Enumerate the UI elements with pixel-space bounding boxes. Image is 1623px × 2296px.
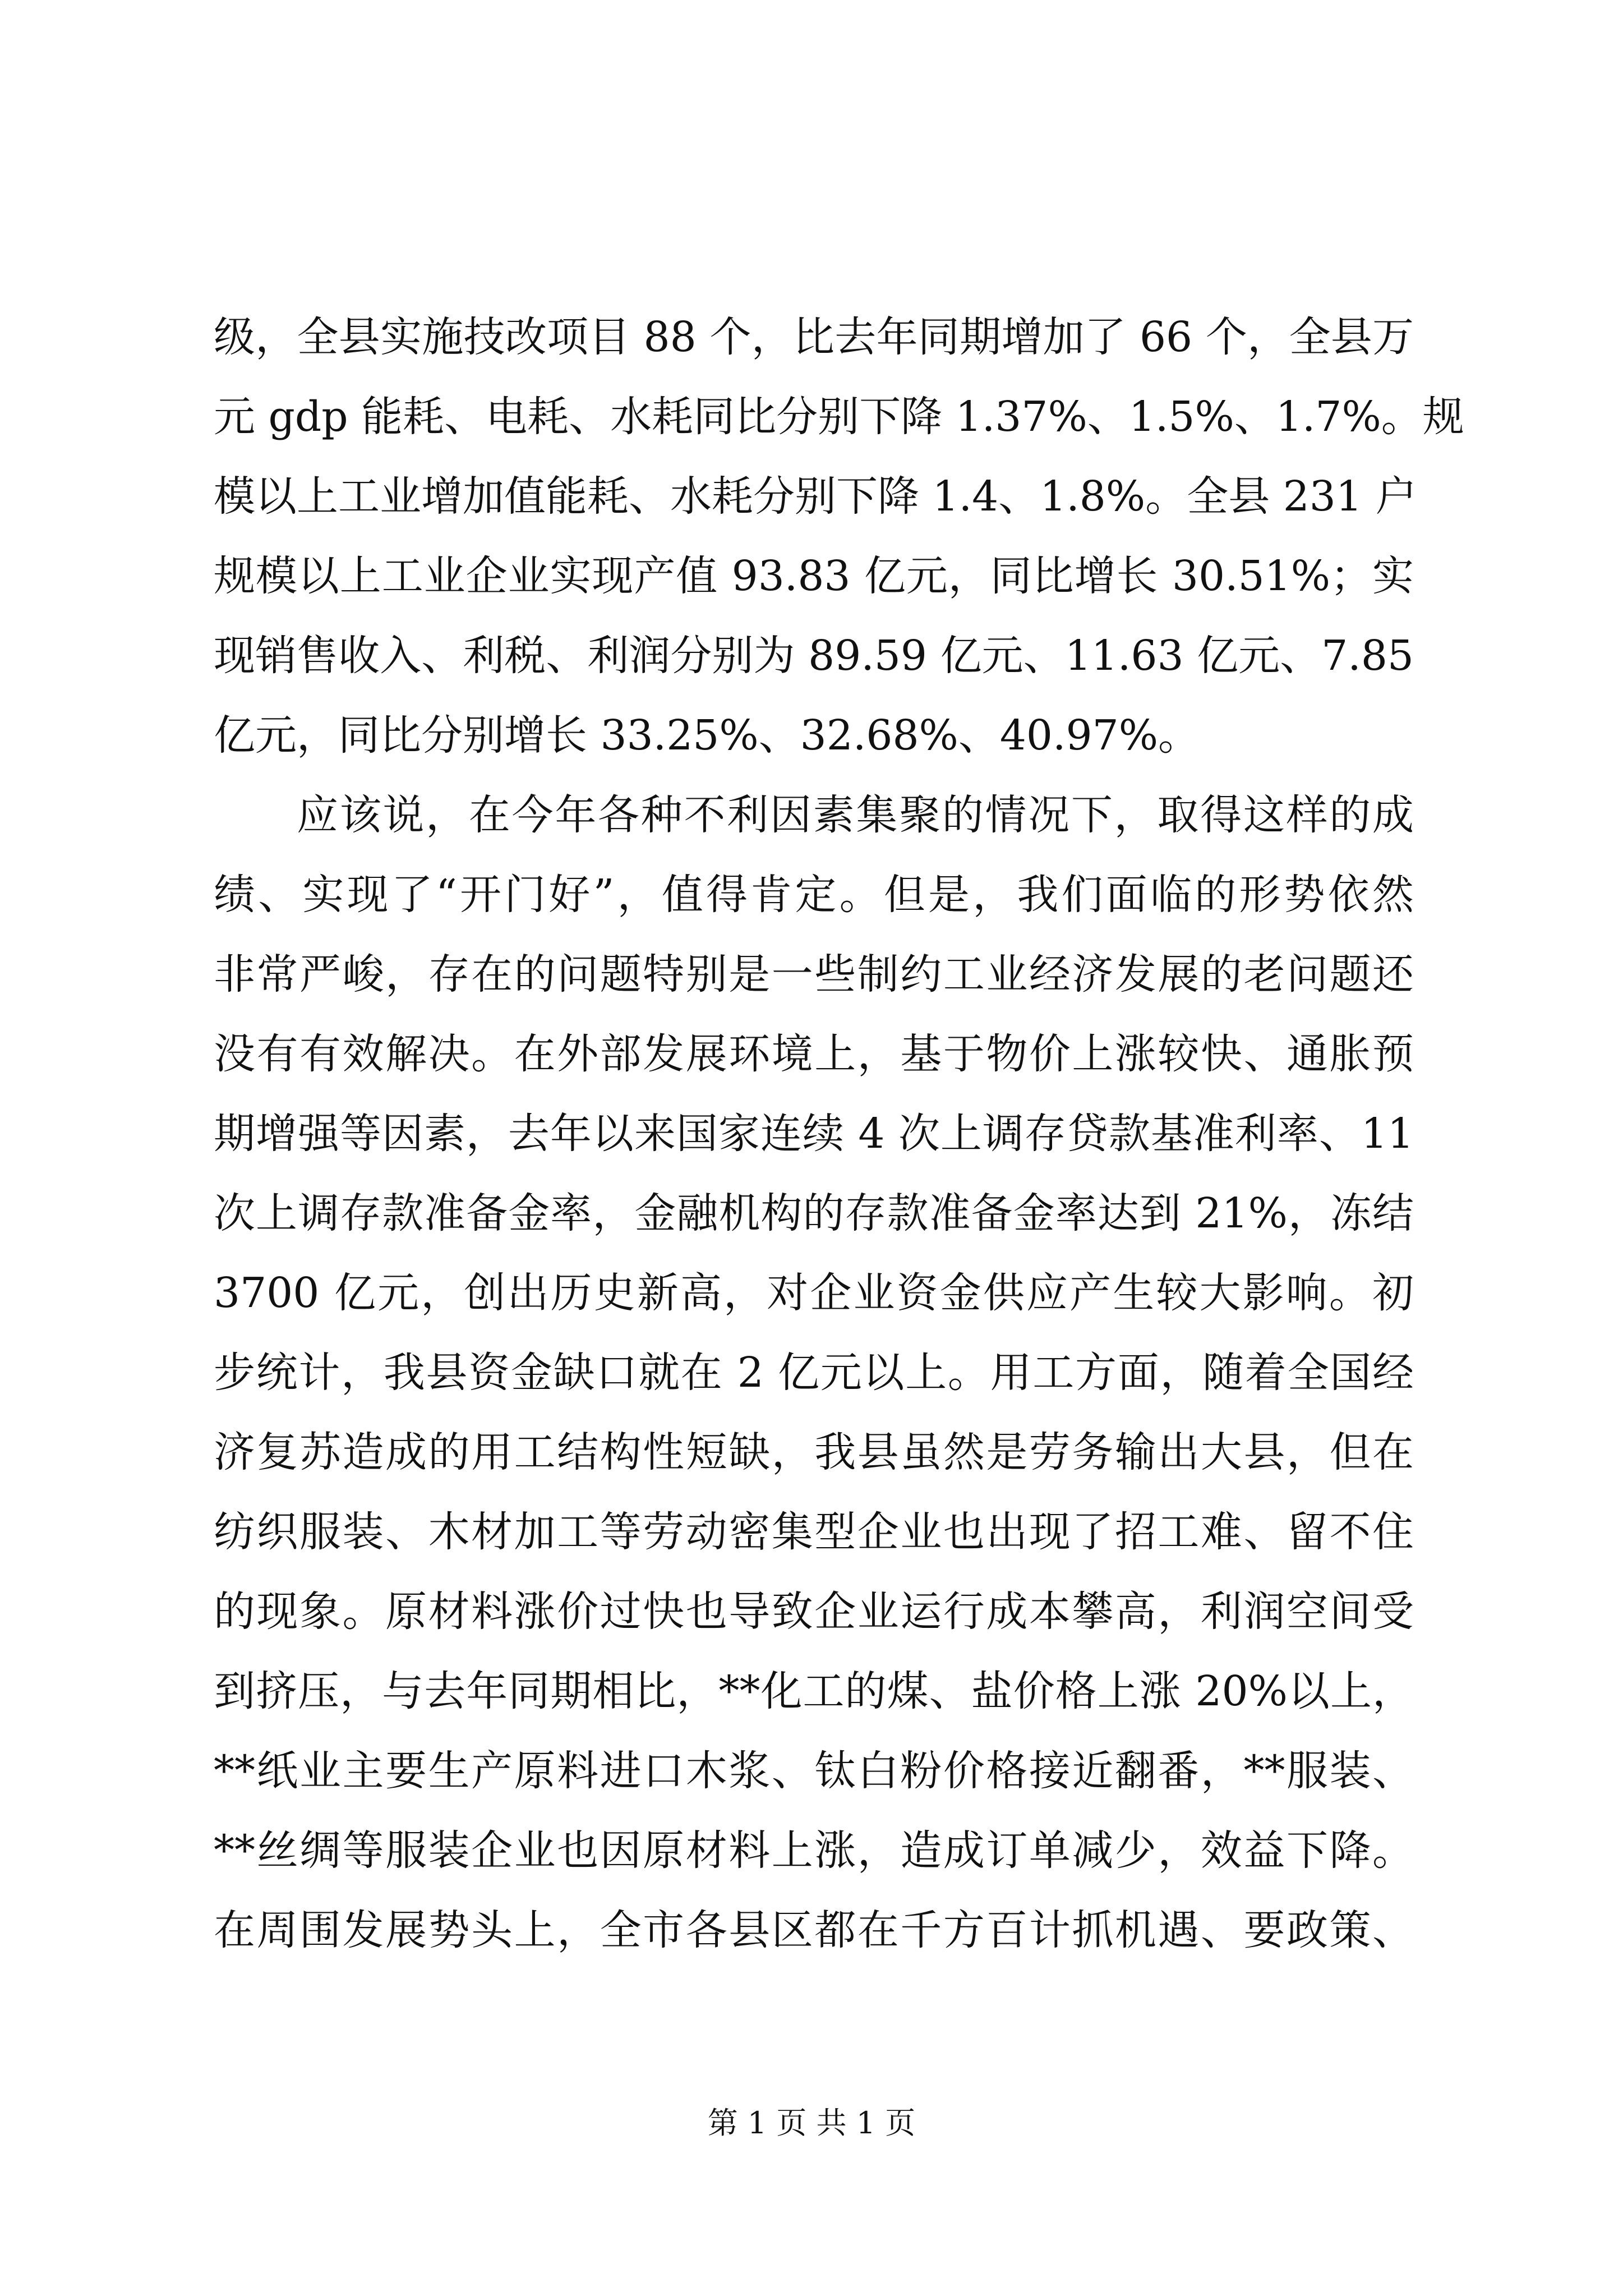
text-line: 纺织服装、木材加工等劳动密集型企业也出现了招工难、留不住 [214, 1508, 1414, 1556]
text-line: 元 gdp 能耗、电耗、水耗同比分别下降 1.37%、1.5%、1.7%。规 [214, 393, 1464, 441]
page-number: 第 1 页 共 1 页 [707, 2105, 916, 2141]
text-line: 的现象。原材料涨价过快也导致企业运行成本攀高，利润空间受 [214, 1588, 1414, 1636]
text-line: 绩、实现了“开门好”，值得肯定。但是，我们面临的形势依然 [214, 871, 1414, 919]
text-line: 亿元，同比分别增长 33.25%、32.68%、40.97%。 [214, 711, 1200, 760]
text-line: 步统计，我县资金缺口就在 2 亿元以上。用工方面，随着全国经 [214, 1349, 1414, 1397]
text-line: **纸业主要生产原料进口木浆、钛白粉价格接近翻番，**服装、 [214, 1747, 1414, 1795]
text-line: 级，全县实施技改项目 88 个，比去年同期增加了 66 个，全县万 [214, 313, 1414, 361]
text-line: 没有有效解决。在外部发展环境上，基于物价上涨较快、通胀预 [214, 1030, 1414, 1078]
text-line: **丝绸等服装企业也因原材料上涨，造成订单减少，效益下降。 [214, 1826, 1414, 1875]
text-line: 规模以上工业企业实现产值 93.83 亿元，同比增长 30.51%；实 [214, 552, 1414, 600]
text-line: 现销售收入、利税、利润分别为 89.59 亿元、11.63 亿元、7.85 [214, 632, 1414, 680]
text-line: 在周围发展势头上，全市各县区都在千方百计抓机遇、要政策、 [214, 1906, 1414, 1954]
text-line: 期增强等因素，去年以来国家连续 4 次上调存贷款基准利率、11 [214, 1110, 1414, 1158]
text-line: 济复苏造成的用工结构性短缺，我县虽然是劳务输出大县，但在 [214, 1428, 1414, 1476]
body-text [214, 297, 1464, 1970]
text-line: 3700 亿元，创出历史新高，对企业资金供应产生较大影响。初 [214, 1269, 1414, 1317]
text-line: 应该说，在今年各种不利因素集聚的情况下，取得这样的成 [297, 791, 1414, 839]
text-line: 次上调存款准备金率，金融机构的存款准备金率达到 21%，冻结 [214, 1189, 1414, 1237]
text-line: 到挤压，与去年同期相比，**化工的煤、盐价格上涨 20%以上， [214, 1667, 1414, 1715]
page-footer [0, 2101, 1623, 2146]
text-line: 模以上工业增加值能耗、水耗分别下降 1.4、1.8%。全县 231 户 [214, 472, 1417, 521]
text-line: 非常严峻，存在的问题特别是一些制约工业经济发展的老问题还 [214, 950, 1414, 999]
